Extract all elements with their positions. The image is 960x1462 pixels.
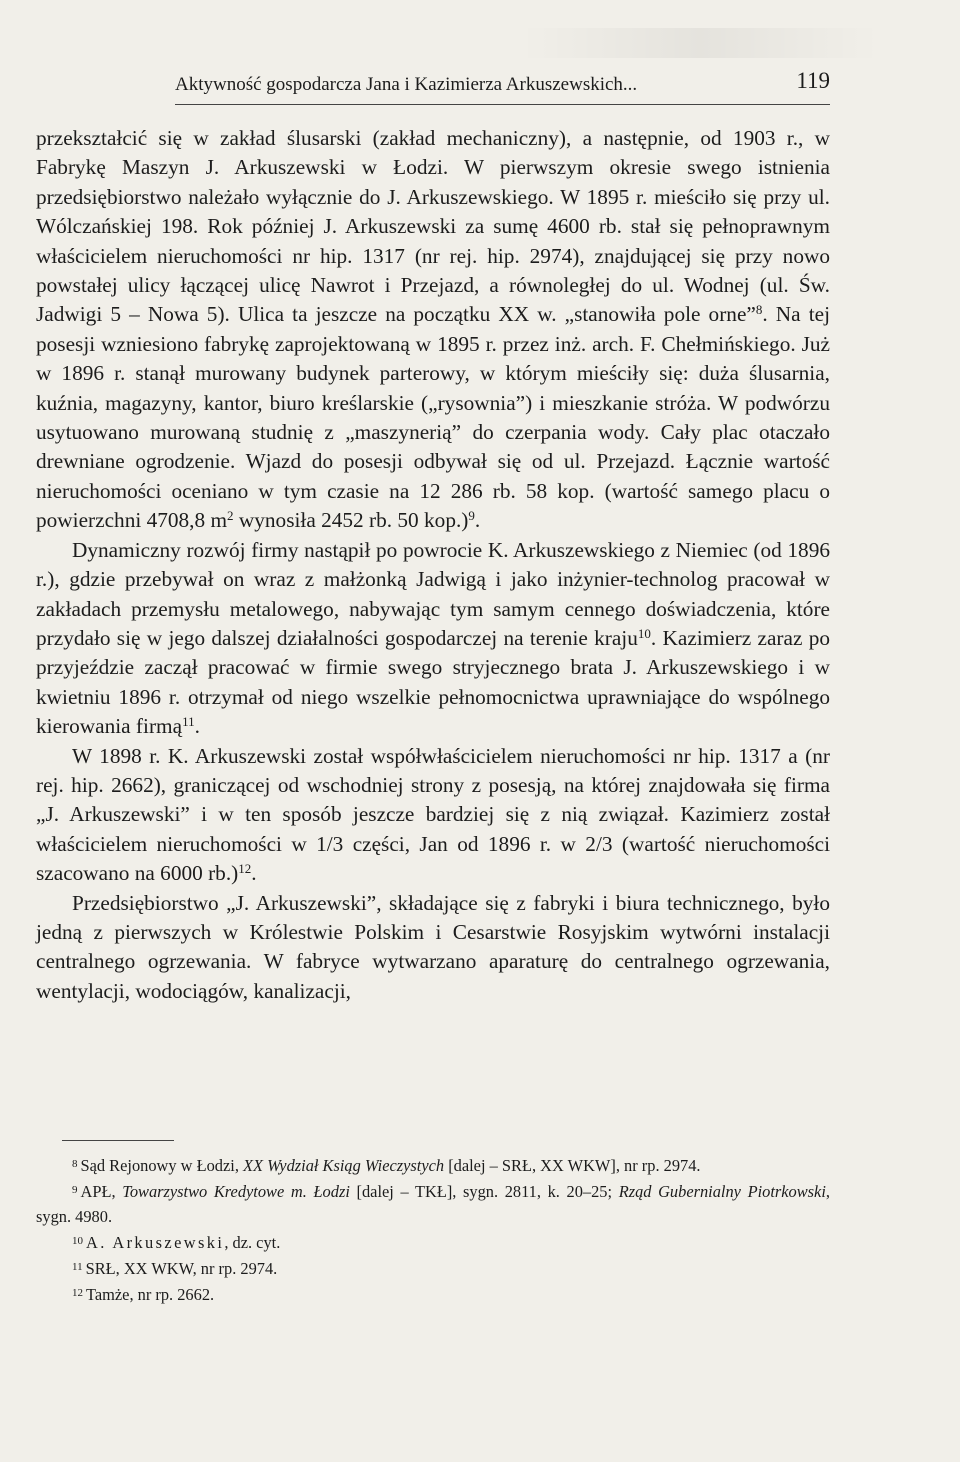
bleed-through-smudge — [520, 28, 880, 58]
footnote-ref-12[interactable]: 12 — [238, 861, 252, 877]
footnote-ref-9[interactable]: 9 — [468, 508, 475, 524]
page-number: 119 — [796, 68, 830, 93]
page-header — [175, 68, 830, 105]
running-title: Aktywność gospodarcza Jana i Kazimierza Arkuszewskich... — [175, 74, 638, 95]
footnote-separator — [62, 1140, 174, 1141]
footnotes — [36, 1152, 830, 1307]
footnote-11: $^{11}$ SRŁ, XX WKW, nr rp. 2974. — [72, 1259, 278, 1278]
paragraph-3: W 1898 r. K. Arkuszewski został współwłaścicielem nieruchomości nr hip. 1317 a (nr rej. hip. 2662), graniczącej od wschodniej strony z posesją, na której znajdowała się firma „J. Arkuszewski” i w ten sposób jeszcze bardziej się z nią związał. Kazimierz został właścicielem nieruchomości w 1/3 części, Jan od 1896 r. w 2/3 (wartość nieruchomości szacowano na 6000 rb.)$^{12}$. — [36, 743, 830, 886]
body-text — [36, 124, 830, 1006]
paragraph-1: przekształcić się w zakład ślusarski (zakład mechaniczny), a następnie, od 1903 r., w Fabrykę Maszyn J. Arkuszewski w Łodzi. W pierwszym okresie swego istnienia przedsiębiorstwo należało wyłącznie do J. Arkuszewskiego. W 1895 r. mieściło się przy ul. Wólczańskiej 198. Rok później J. Arkuszewski za sumę 4600 rb. stał się pełnoprawnym właścicielem nieruchomości nr hip. 1317 (nr rej. hip. 2974), znajdującej się przy nowo powstałej ulicy łączącej ulicę Nawrot i Przejazd, a równoległej do ul. Wodnej (ul. Św. Jadwigi 5 – Nowa 5). Ulica ta jeszcze na początku XX w. „stanowiła pole orne”$^8$. Na tej posesji wzniesiono fabrykę zaprojektowaną w 1895 r. przez inż. arch. F. Chełmińskiego. Już w 1896 r. stanął murowany budynek parterowy, w którym mieściły się: duża ślusarnia, kuźnia, magazyny, kantor, biuro kreślarskie („rysownia”) i mieszkanie stróża. W podwórzu usytuowano murowaną studnię z „maszynerią” do czerpania wody. Cały plac otaczało drewniane ogrodzenie. Wjazd do posesji odbywał się od ul. Przejazd. Łącznie wartość nieruchomości oceniano w tym czasie na 12 286 rb. 58 kop. (wartość samego placu o powierzchni 4708,8 $m^2$ wynosiła 2452 rb. 50 kop.)$^9$. — [36, 126, 830, 533]
footnote-ref-11[interactable]: 11 — [182, 714, 195, 730]
footnote-12: $^{12}$ Tamże, nr rp. 2662. — [72, 1285, 215, 1304]
footnote-10: $^{10}$ A. Arkuszewski, dz. cyt. — [72, 1233, 281, 1252]
footnote-9: $^9$ APŁ, Towarzystwo Kredytowe m. Łodzi [dalej – TKŁ], sygn. 2811, k. 20–25; Rząd Gubernialny Piotrkowski, sygn. 4980. — [36, 1182, 830, 1226]
paragraph-4: Przedsiębiorstwo „J. Arkuszewski”, składające się z fabryki i biura technicznego, było jedną z pierwszych w Królestwie Polskim i Cesarstwie Rosyjskim wytwórni instalacji centralnego ogrzewania. W fabryce wytwarzano aparaturę do centralnego ogrzewania, wentylacji, wodociągów, kanalizacji, — [36, 890, 830, 1003]
superscript-squared: 2 — [227, 508, 234, 524]
footnote-ref-10[interactable]: 10 — [637, 625, 651, 641]
paragraph-2: Dynamiczny rozwój firmy nastąpił po powrocie K. Arkuszewskiego z Niemiec (od 1896 r.), gdzie przebywał on wraz z małżonką Jadwigą i jako inżynier-technolog pracował w zakładach przemysłu metalowego, nabywając tym samym cennego doświadczenia, które przydało się w jego dalszej działalności gospodarczej na terenie kraju$^{10}$. Kazimierz zaraz po przyjeździe zaczął pracować w firmie swego stryjecznego brata J. Arkuszewskiego i w kwietniu 1896 r. otrzymał od niego wszelkie pełnomocnictwa uprawniające do wspólnego kierowania firmą$^{11}$. — [36, 537, 830, 739]
footnote-8: $^8$ Sąd Rejonowy w Łodzi, XX Wydział Ksiąg Wieczystych [dalej – SRŁ, XX WKW], nr rp. 2974. — [72, 1156, 701, 1175]
footnote-ref-8[interactable]: 8 — [755, 302, 763, 318]
